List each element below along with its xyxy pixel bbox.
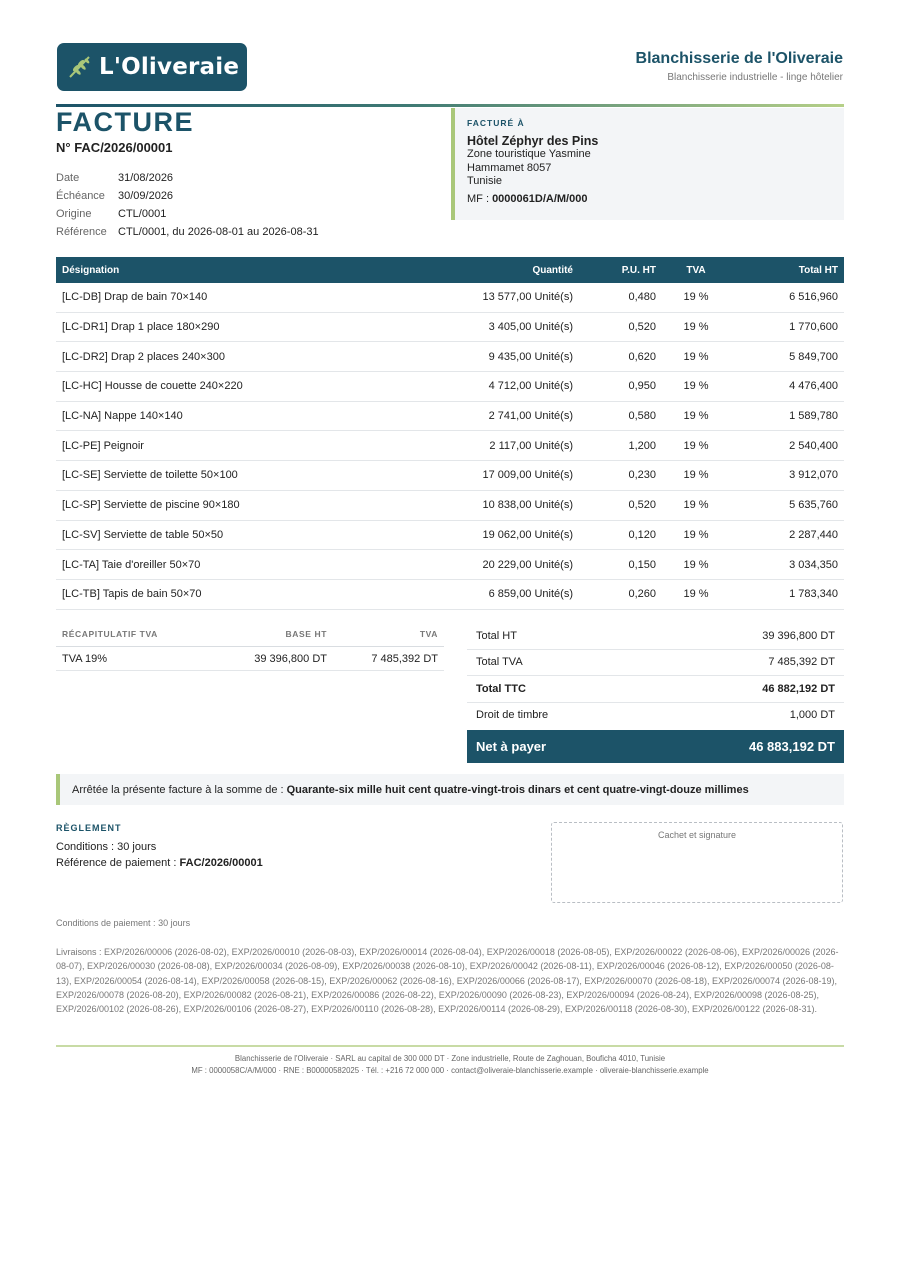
line-total: 3 912,070 xyxy=(730,461,844,491)
line-unit-price: 0,260 xyxy=(579,579,662,609)
line-vat: 19 % xyxy=(662,312,730,342)
line-total: 3 034,350 xyxy=(730,550,844,580)
client-name: Hôtel Zéphyr des Pins xyxy=(467,134,599,148)
meta-row-reference xyxy=(56,223,319,241)
line-unit-price: 0,230 xyxy=(579,461,662,491)
payment-reference-label: Référence de paiement : xyxy=(56,857,180,869)
line-vat: 19 % xyxy=(662,283,730,312)
line-quantity: 17 009,00 Unité(s) xyxy=(416,461,579,491)
net-to-pay-row xyxy=(467,730,844,763)
client-address-line: Tunisie xyxy=(467,175,503,187)
line-unit-price: 0,120 xyxy=(579,520,662,550)
line-total: 6 516,960 xyxy=(730,283,844,312)
vat-amount: 7 485,392 DT xyxy=(333,647,444,671)
line-unit-price: 0,950 xyxy=(579,372,662,402)
line-designation: [LC-DR1] Drap 1 place 180×290 xyxy=(56,312,416,342)
company-name: Blanchisserie de l'Oliveraie xyxy=(635,50,843,67)
total-tva-value: 7 485,392 DT xyxy=(768,656,835,669)
line-total: 2 540,400 xyxy=(730,431,844,461)
meta-row-due xyxy=(56,187,319,205)
amount-words-prefix: Arrêtée la présente facture à la somme de : xyxy=(72,783,287,796)
line-unit-price: 0,620 xyxy=(579,342,662,372)
footer-company-info: Blanchisserie de l'Oliveraie · SARL au capital de 300 000 DT · Zone industrielle, Route de Zaghouan, Bouficha 4010, Tunisie xyxy=(234,1054,666,1063)
table-row xyxy=(56,401,844,431)
vat-col-amount: TVA xyxy=(333,622,444,647)
table-row xyxy=(56,579,844,609)
line-total: 2 287,440 xyxy=(730,520,844,550)
line-vat: 19 % xyxy=(662,372,730,402)
line-unit-price: 0,150 xyxy=(579,550,662,580)
vat-base: 39 396,800 DT xyxy=(206,647,333,671)
company-logo xyxy=(57,43,247,91)
total-ttc-value: 46 882,192 DT xyxy=(762,682,835,695)
amount-in-words xyxy=(56,774,844,805)
meta-label: Échéance xyxy=(56,190,105,202)
line-designation: [LC-PE] Peignoir xyxy=(56,431,416,461)
invoice-title: FACTURE xyxy=(56,107,194,137)
invoice-lines-body xyxy=(56,283,844,609)
line-quantity: 10 838,00 Unité(s) xyxy=(416,490,579,520)
total-tva-row xyxy=(467,650,844,677)
line-quantity: 4 712,00 Unité(s) xyxy=(416,372,579,402)
vat-row xyxy=(56,647,444,671)
line-designation: [LC-HC] Housse de couette 240×220 xyxy=(56,372,416,402)
line-designation: [LC-SE] Serviette de toilette 50×100 xyxy=(56,461,416,491)
table-header-row xyxy=(56,257,844,283)
vat-header-row xyxy=(56,622,444,647)
stamp-duty-value: 1,000 DT xyxy=(789,709,835,722)
table-row xyxy=(56,550,844,580)
signature-label: Cachet et signature xyxy=(657,830,737,840)
line-designation: [LC-TB] Tapis de bain 50×70 xyxy=(56,579,416,609)
meta-row-origin xyxy=(56,205,319,223)
total-ttc-label: Total TTC xyxy=(476,682,526,695)
line-designation: [LC-DB] Drap de bain 70×140 xyxy=(56,283,416,312)
line-unit-price: 0,520 xyxy=(579,490,662,520)
line-designation: [LC-SP] Serviette de piscine 90×180 xyxy=(56,490,416,520)
line-quantity: 9 435,00 Unité(s) xyxy=(416,342,579,372)
table-row xyxy=(56,490,844,520)
line-total: 1 589,780 xyxy=(730,401,844,431)
total-tva-label: Total TVA xyxy=(476,656,523,669)
meta-value: 30/09/2026 xyxy=(118,190,174,202)
table-row xyxy=(56,461,844,491)
stamp-duty-row xyxy=(467,703,844,729)
client-mf-value: 0000061D/A/M/000 xyxy=(492,192,588,205)
line-vat: 19 % xyxy=(662,520,730,550)
line-quantity: 2 741,00 Unité(s) xyxy=(416,401,579,431)
vat-col-label: RÉCAPITULATIF TVA xyxy=(56,622,206,647)
totals-box xyxy=(467,623,844,763)
footer-contact-info: MF : 0000058C/A/M/000 · RNE : B00000582025 · Tél. : +216 72 000 000 · contact@oliveraie-blanchisserie.example · oliveraie-blanchisserie.example xyxy=(191,1066,709,1075)
bill-to-label: FACTURÉ À xyxy=(467,118,525,128)
footer-divider xyxy=(56,1045,844,1047)
client-mf-label: MF : xyxy=(467,192,493,205)
line-vat: 19 % xyxy=(662,579,730,609)
vat-rate: TVA 19% xyxy=(56,647,206,671)
table-row xyxy=(56,431,844,461)
line-total: 4 476,400 xyxy=(730,372,844,402)
meta-label: Origine xyxy=(56,208,92,220)
vat-col-base: BASE HT xyxy=(206,622,333,647)
client-address-line: Hammamet 8057 xyxy=(467,161,552,174)
payment-conditions-note: Conditions de paiement : 30 jours xyxy=(56,918,191,928)
line-quantity: 6 859,00 Unité(s) xyxy=(416,579,579,609)
meta-label: Date xyxy=(56,172,80,184)
line-vat: 19 % xyxy=(662,490,730,520)
client-address-line: Zone touristique Yasmine xyxy=(467,148,591,160)
olive-branch-icon xyxy=(67,54,93,80)
meta-value: 31/08/2026 xyxy=(118,172,174,184)
total-ht-row xyxy=(467,623,844,650)
deliveries-note: Livraisons : EXP/2026/00006 (2026-08-02), EXP/2026/00010 (2026-08-03), EXP/2026/00014 (2026-08-04), EXP/2026/00018 (2026-08-05), EXP/2026/00022 (2026-08-06), EXP/2026/00026 (2026-08-07), EXP/2026/00030 (2026-08-08), EXP/2026/00034 (2026-08-09), EXP/2026/00038 (2026-08-10), EXP/2026/00042 (2026-08-11), EXP/2026/00046 (2026-08-12), EXP/2026/00050 (2026-08-13), EXP/2026/00054 (2026-08-14), EXP/2026/00058 (2026-08-15), EXP/2026/00062 (2026-08-16), EXP/2026/00066 (2026-08-17), EXP/2026/00070 (2026-08-18), EXP/2026/00074 (2026-08-19), EXP/2026/00078 (2026-08-20), EXP/2026/00082 (2026-08-21), EXP/2026/00086 (2026-08-22), EXP/2026/00090 (2026-08-23), EXP/2026/00094 (2026-08-24), EXP/2026/00098 (2026-08-25), EXP/2026/00102 (2026-08-26), EXP/2026/00106 (2026-08-27), EXP/2026/00110 (2026-08-28), EXP/2026/00114 (2026-08-29), EXP/2026/00118 (2026-08-30), EXP/2026/00122 (2026-08-31). xyxy=(56,947,839,1015)
line-quantity: 19 062,00 Unité(s) xyxy=(416,520,579,550)
line-total: 1 770,600 xyxy=(730,312,844,342)
amount-words-text: Quarante-six mille huit cent quatre-vingt-trois dinars et cent quatre-vingt-douze millimes xyxy=(286,783,749,796)
line-unit-price: 0,520 xyxy=(579,312,662,342)
net-to-pay-value: 46 883,192 DT xyxy=(748,739,835,754)
payment-conditions: Conditions : 30 jours xyxy=(56,841,157,853)
table-row xyxy=(56,520,844,550)
line-quantity: 3 405,00 Unité(s) xyxy=(416,312,579,342)
line-designation: [LC-SV] Serviette de table 50×50 xyxy=(56,520,416,550)
line-total: 5 849,700 xyxy=(730,342,844,372)
line-vat: 19 % xyxy=(662,461,730,491)
line-quantity: 13 577,00 Unité(s) xyxy=(416,283,579,312)
company-tagline: Blanchisserie industrielle - linge hôtelier xyxy=(667,72,843,83)
col-header-unit-price: P.U. HT xyxy=(579,257,662,283)
stamp-duty-label: Droit de timbre xyxy=(476,709,549,722)
total-ht-label: Total HT xyxy=(476,629,517,642)
line-total: 5 635,760 xyxy=(730,490,844,520)
total-ttc-row xyxy=(467,676,844,703)
total-ht-value: 39 396,800 DT xyxy=(762,629,835,642)
net-to-pay-label: Net à payer xyxy=(476,739,547,754)
col-header-total: Total HT xyxy=(730,257,844,283)
col-header-quantity: Quantité xyxy=(416,257,579,283)
line-vat: 19 % xyxy=(662,431,730,461)
meta-value: CTL/0001 xyxy=(118,208,167,220)
vat-summary-table xyxy=(56,622,444,671)
table-row xyxy=(56,372,844,402)
client-mf xyxy=(467,193,844,205)
line-unit-price: 0,580 xyxy=(579,401,662,431)
col-header-vat: TVA xyxy=(662,257,730,283)
invoice-meta xyxy=(56,169,319,241)
logo-text: L'Oliveraie xyxy=(99,54,240,80)
meta-label: Référence xyxy=(56,226,107,238)
line-vat: 19 % xyxy=(662,401,730,431)
meta-row-date xyxy=(56,169,319,187)
line-vat: 19 % xyxy=(662,342,730,372)
table-row xyxy=(56,312,844,342)
payment-reference-value: FAC/2026/00001 xyxy=(179,857,263,869)
signature-box xyxy=(551,822,843,903)
line-designation: [LC-TA] Taie d'oreiller 50×70 xyxy=(56,550,416,580)
line-total: 1 783,340 xyxy=(730,579,844,609)
line-vat: 19 % xyxy=(662,550,730,580)
payment-reference xyxy=(56,857,263,869)
invoice-number: N° FAC/2026/00001 xyxy=(56,140,173,155)
meta-value: CTL/0001, du 2026-08-01 au 2026-08-31 xyxy=(118,226,319,238)
line-quantity: 2 117,00 Unité(s) xyxy=(416,431,579,461)
line-unit-price: 0,480 xyxy=(579,283,662,312)
col-header-designation: Désignation xyxy=(56,257,416,283)
line-designation: [LC-DR2] Drap 2 places 240×300 xyxy=(56,342,416,372)
payment-title: RÈGLEMENT xyxy=(56,823,122,833)
line-designation: [LC-NA] Nappe 140×140 xyxy=(56,401,416,431)
table-row xyxy=(56,342,844,372)
invoice-lines-table xyxy=(56,257,844,610)
bill-to-box xyxy=(451,108,844,220)
line-unit-price: 1,200 xyxy=(579,431,662,461)
line-quantity: 20 229,00 Unité(s) xyxy=(416,550,579,580)
table-row xyxy=(56,283,844,312)
